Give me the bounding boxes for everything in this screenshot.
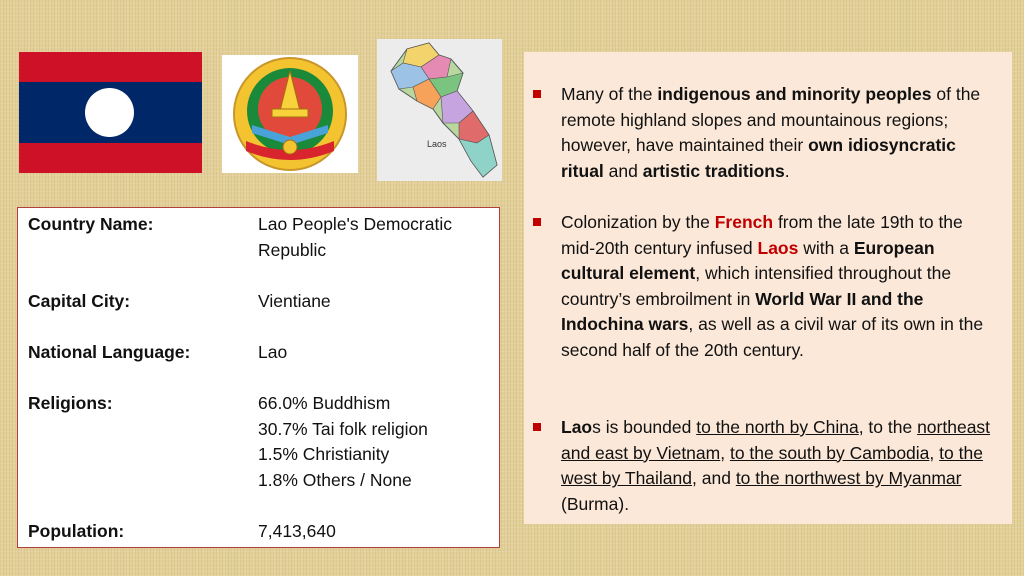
- population-label: Population:: [28, 521, 125, 542]
- highlight-laos: Laos: [757, 237, 799, 258]
- notes-panel: [524, 52, 1012, 524]
- bullet-square-icon: [533, 218, 541, 226]
- capital-label: Capital City:: [28, 290, 131, 311]
- text: ,: [720, 442, 730, 463]
- text: with a: [798, 237, 854, 258]
- language-value: Lao: [258, 342, 288, 362]
- country-name-value-line-1: Lao People's Democratic: [258, 214, 452, 234]
- text: .: [784, 160, 790, 181]
- map-of-laos: [377, 39, 502, 181]
- note-paragraph-colonization: [561, 210, 991, 364]
- flag-red-band-top: [19, 52, 202, 82]
- map-icon: [377, 39, 502, 181]
- emblem-of-laos: [222, 55, 358, 173]
- religions-label: Religions:: [28, 393, 113, 414]
- country-facts-box: [17, 207, 500, 548]
- flag-white-disc: [85, 88, 134, 137]
- religion-item: 1.8% Others / None: [258, 470, 412, 490]
- emphasis: own idiosyncratic ritual: [561, 135, 956, 181]
- border-link-myanmar[interactable]: to the northwest by Myanmar: [735, 468, 962, 489]
- text: , and: [692, 468, 736, 489]
- text: , which intensified throughout the country’s embroilment in: [561, 263, 952, 309]
- emphasis: European cultural element: [561, 237, 935, 284]
- text: Colonization by the: [561, 212, 715, 232]
- border-link-china[interactable]: to the north by China: [696, 417, 859, 437]
- emphasis: artistic traditions: [642, 160, 785, 181]
- note-paragraph-borders: [561, 415, 991, 517]
- text: Many of the: [561, 84, 658, 104]
- religion-item: 66.0% Buddhism: [258, 393, 391, 414]
- emphasis: Lao: [561, 417, 593, 437]
- text: , as well as a civil war of its own in the second half of the 20th century.: [561, 314, 984, 360]
- religion-item: 30.7% Tai folk religion: [258, 418, 428, 439]
- text: s is bounded: [592, 417, 697, 437]
- text: from the late 19th to the mid-20th century infused: [561, 212, 963, 258]
- capital-value: Vientiane: [258, 290, 331, 311]
- text: (Burma).: [561, 493, 630, 514]
- map-label: Laos: [427, 139, 447, 149]
- country-name-label: Country Name:: [28, 214, 154, 234]
- text: ,: [929, 442, 940, 463]
- highlight-french: French: [714, 212, 774, 232]
- border-link-vietnam[interactable]: northeast and east by Vietnam: [561, 417, 991, 463]
- flag-of-laos: [19, 52, 202, 173]
- border-link-thailand[interactable]: to the west by Thailand: [561, 442, 983, 489]
- border-link-cambodia[interactable]: to the south by Cambodia: [729, 442, 930, 463]
- emphasis: indigenous and minority peoples: [657, 84, 932, 104]
- language-label: National Language:: [28, 342, 191, 362]
- bullet-square-icon: [533, 423, 541, 431]
- text: , to the: [858, 417, 918, 437]
- text: and: [603, 160, 643, 181]
- country-name-value-line-2: Republic: [258, 239, 327, 260]
- note-paragraph-culture: [561, 82, 991, 184]
- emblem-icon: [222, 55, 358, 173]
- emphasis: World War II and the Indochina wars: [561, 288, 924, 335]
- bullet-square-icon: [533, 90, 541, 98]
- text: of the remote highland slopes and mountainous regions; however, have maintained their: [561, 84, 981, 156]
- flag-red-band-bottom: [19, 143, 202, 173]
- religion-item: 1.5% Christianity: [258, 444, 390, 465]
- population-value: 7,413,640: [258, 521, 336, 542]
